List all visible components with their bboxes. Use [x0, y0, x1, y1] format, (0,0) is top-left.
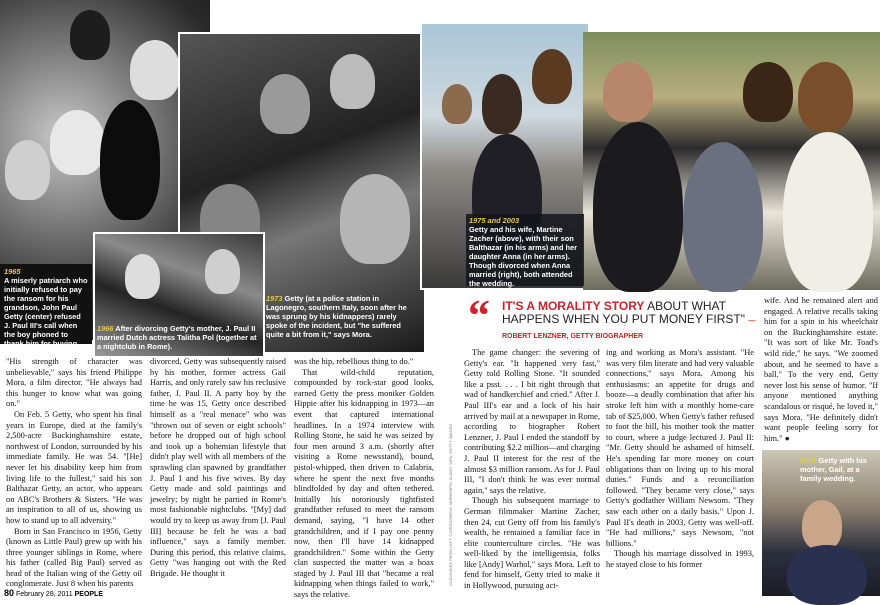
body-column-3: [294, 357, 434, 600]
pull-quote-rest: ABOUT WHAT HAPPENS WHEN YOU PUT MONEY FIRST": [502, 299, 745, 326]
body-column-6: [764, 296, 878, 446]
paragraph: was the hip, rebellious thing to do.": [294, 357, 414, 366]
paragraph: Though his marriage dissolved in 1993, he stayed close to his former: [606, 549, 754, 569]
paragraph: Born in San Francisco in 1956, Getty (known as Little Paul) grew up with his three younger siblings in Rome, where his father (called Big Paul) served as head of the Italian wing of the Getty oil conglomerate. Just 8 when his parents: [6, 526, 142, 589]
caption-2003-mother: [800, 456, 878, 500]
magazine-name: PEOPLE: [74, 591, 104, 598]
paragraph: wife. And he remained alert and engaged. A relative recalls taking him for a spin in his wheelchair on the Buckinghamshire estate. "It was sort of like Mr. Toad's wild ride," he says. "We zoomed about, and he seemed to have a ball." To the very end, Getty never lost his sense of humor. "If anyone mentioned anything scandalous or risqué, he loved it," says Mora. "He definitely didn't want people feeling sorry for him." ●: [764, 296, 878, 443]
caption-1965: [0, 264, 92, 357]
body-column-1: [6, 357, 142, 589]
pull-quote-bold: IT'S A MORALITY STORY: [502, 299, 645, 313]
page-number: 80: [4, 588, 15, 598]
caption-text: After divorcing Getty's mother, J. Paul II married Dutch actress Talitha Pol (together at a nightclub in Rome).: [97, 324, 257, 351]
caption-year: 1973: [266, 294, 283, 303]
caption-text: Getty (at a police station in Lagonegro, southern Italy, soon after he was sprung by his kidnappers) rarely spoke of the incident, but "he suffered quite a bit from it," says Mora.: [266, 294, 407, 339]
paragraph: ing and working as Mora's assistant. "He was very film literate and had very valuable connections," says Mora. Among his enthusiasms: an appetite for drugs and booze—a deadly combination that after his stroke left him with a monthly home-care tab of $25,000. When Getty's father refused to foot the bill, his mother took the matter to court, where a judge lectured J. Paul II: "Mr. Getty should be ashamed of himself. He's spending far more money on court obligations than on living up to his moral duties." Funds and a reconciliation followed. "They became very close," says Getty's godfather William Newsom. "They saw each other on a daily basis." Upon J. Paul II's death in 2003, Getty was well-off. "He had millions," says Newsom, "not billions.": [606, 348, 754, 548]
paragraph: Though his subsequent marriage to German filmmaker Martine Zacher, then 24, cut Getty off from his family's wealth, he remained a familiar face in elite counterculture circles. "He was well-liked by the intelligentsia, folks like [Andy] Warhol," says Mora. Left to fend for himself, Getty tried to make it in Hollywood, pursuing act-: [464, 496, 600, 591]
folio: [4, 588, 204, 598]
caption-year: 2003: [800, 456, 817, 465]
pull-quote-credit: —ROBERT LENZNER, GETTY BIOGRAPHER: [502, 318, 756, 340]
caption-1973: [266, 294, 420, 339]
pull-quote: [468, 291, 758, 342]
body-column-2: [150, 357, 286, 589]
caption-1966: [97, 324, 257, 352]
body-column-5: [606, 348, 754, 592]
caption-text: A miserly patriarch who initially refused to pay the ransom for his grandson, John Paul Getty (center) refused J. Paul III's call when the boy phoned to thank him for buying his freedom.: [4, 276, 88, 357]
paragraph: On Feb. 5 Getty, who spent his final years in Europe, died at the family's 2,500-acre Buckinghamshire estate, northwest of London, surrounded by his immediate family. He was 54. "[He] never let his disability keep him from living life to the fullest," said his son Balthazar Getty, an actor, who appears on ABC's Brothers & Sisters. "He was an inspiration to all of us, showing us how to stand up to all adversity.": [6, 409, 142, 525]
paragraph: The game changer: the severing of Getty's ear. "It happened very fast," Getty told Rolling Stone. "It sounded like a psst. . . . I bit right through that wad of handkerchief and cried." After J. Paul III's ear and a lock of his hair arrived by mail at a newspaper in Rome, according to biographer Robert Lenzner, J. Paul I ended the standoff by contributing $2.2 million—and charging J. Paul II interest for the rest of the almost $3 million ransom. As for J. Paul III, "I don't think he was ever normal again," says the relative.: [464, 348, 600, 495]
photo-2003-wedding: [583, 32, 880, 290]
photo-credit: CLOCKWISE FROM LEFT: CATERS/WENN; MIRRORPIX; ALAMY; SIPA; GETTY IMAGES: [448, 423, 453, 586]
caption-year: 1975 and 2003: [469, 216, 520, 225]
quote-mark-icon: “: [468, 291, 490, 340]
paragraph: divorced, Getty was subsequently raised by his mother, former actress Gail Harris, and only rarely saw his reclusive father, J. Paul II. A party boy by the time he was 15, Getty once described himself as a "real menace" who was "thrown out of seven or eight schools" before he dropped out of high school and took up a bohemian lifestyle that didn't play well with all members of the sprawling clan spawned by grandfather J. Paul I and his five wives. By day Getty made and sold paintings and jewelry; by night he partied in Rome's most fashionable nightclubs. "[My] dad would try to keep us away from [J. Paul III] because he felt he was a bad influence," says a family member. During this period, this relative claims, Getty "was hanging out with the Red Brigade. He thought it: [150, 357, 286, 578]
caption-text: Getty and his wife, Martine Zacher (above), with their son Balthazar (in his arms) and her daughter Anna (in her arms). Though divorced when Anna married (right), both attended the wedding.: [469, 225, 578, 288]
caption-year: 1966: [97, 324, 114, 333]
issue-date: February 28, 2011: [15, 591, 73, 598]
body-column-4: [464, 348, 600, 592]
paragraph: That wild-child reputation, compounded by rock-star good looks, earned Getty the press moniker Golden Hippie after his kidnapping in 1973—an event that captured international headlines. In a 1974 interview with Rolling Stone, he said he was seized by four men around 3 a.m. (shortly after visiting a Rome newsstand), bound, pistol-whipped, then driven to Calabria, where he spent the next five months blindfolded by day and often tethered. Initially his notoriously tightfisted grandfather refused to meet the ransom demand, saying, "I have 14 other grandchildren, and if I pay one penny now, then I'll have 14 kidnapped grandchildren." Some within the Getty clan suspected the matter was a hoax staged by J. Paul III that "became a real kidnapping when things failed to work," says the relative.: [294, 367, 434, 600]
caption-year: 1965: [4, 267, 21, 276]
caption-text: Getty with his mother, Gail, at a family wedding.: [800, 456, 867, 483]
caption-1975: [466, 214, 584, 286]
paragraph: "His strength of character was unbelievable," says his friend Philippe Mora, a film director. "He always had this hunger to know what was going on.": [6, 357, 142, 409]
